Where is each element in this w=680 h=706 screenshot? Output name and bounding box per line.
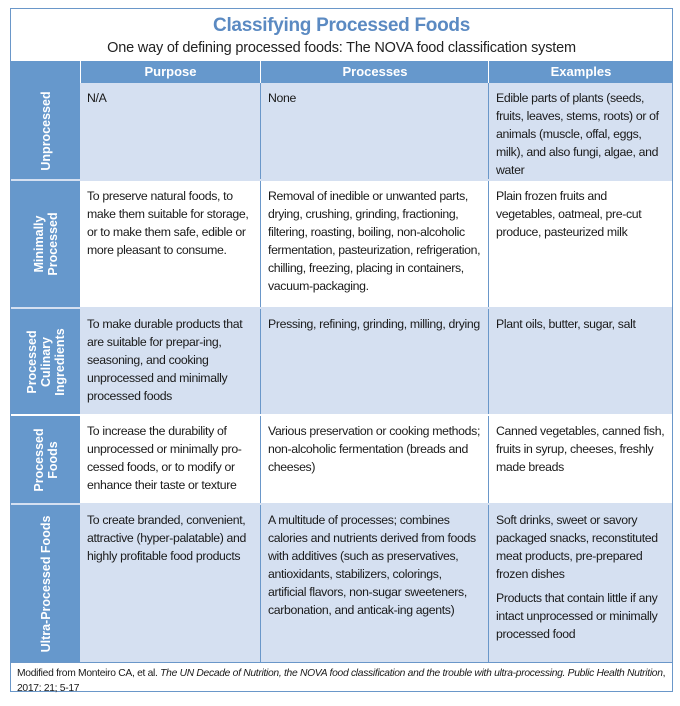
examples-cell: Plant oils, butter, sugar, salt <box>488 309 672 414</box>
processes-cell: A multitude of processes; combines calories and nutrients derived from foods with additives (such as preservatives, antioxidants, stabilizers, colorings, artificial flavors, non-sugar sweeteners, carbonation, and anticak-ing agents) <box>260 505 488 662</box>
processes-cell: Pressing, refining, grinding, milling, drying <box>260 309 488 414</box>
examples-cell <box>488 505 672 662</box>
purpose-cell: To create branded, convenient, attractive (hyper-palatable) and highly profitable food products <box>80 505 260 662</box>
processes-cell: None <box>260 83 488 179</box>
row-label-text: Processed Foods <box>31 427 60 492</box>
row-label <box>11 181 80 307</box>
table-row-unprocessed <box>11 83 672 179</box>
purpose-cell: N/A <box>80 83 260 179</box>
table-row-ultra-processed-foods <box>11 505 672 662</box>
purpose-cell: To make durable products that are suitable for prepar-ing, seasoning, and cooking unprocessed and minimally processed foods <box>80 309 260 414</box>
nova-table-frame <box>10 8 673 692</box>
column-header-examples: Examples <box>488 61 673 83</box>
page-subtitle: One way of defining processed foods: The NOVA food classification system <box>107 40 576 56</box>
purpose-cell: To increase the durability of unprocessed or minimally pro-cessed foods, or to modify or enhance their taste or texture <box>80 416 260 503</box>
citation-title: The UN Decade of Nutrition, the NOVA food classification and the trouble with ultra-processing. Public Health Nutrition <box>160 668 663 679</box>
table-row-processed-culinary-ingredients <box>11 309 672 414</box>
page-title: Classifying Processed Foods <box>213 15 470 36</box>
row-label-text: Processed Culinary Ingredients <box>24 327 67 396</box>
processes-cell: Removal of inedible or unwanted parts, drying, crushing, grinding, fractioning, filtering, roasting, boiling, non-alcoholic fermentation, pasteurization, refrigeration, chilling, freezing, placing in containers, vacuum-packaging. <box>260 181 488 307</box>
row-label <box>11 416 80 503</box>
table-row-processed-foods <box>11 416 672 503</box>
examples-cell: Plain frozen fruits and vegetables, oatmeal, pre-cut produce, pasteurized milk <box>488 181 672 307</box>
header-corner <box>11 61 80 83</box>
citation-suffix: , 2017: 21; 5-17 <box>17 668 666 694</box>
purpose-cell: To preserve natural foods, to make them suitable for storage, or to make them safe, edible or more pleasant to consume. <box>80 181 260 307</box>
citation-prefix: Modified from Monteiro CA, et al. <box>17 668 161 679</box>
column-header-purpose: Purpose <box>80 61 260 83</box>
row-label <box>11 309 80 414</box>
examples-cell: Edible parts of plants (seeds, fruits, leaves, stems, roots) or of animals (muscle, offal, eggs, milk), and also fungi, algae, and water <box>488 83 672 179</box>
row-label-text: Minimally Processed <box>31 212 60 276</box>
row-label-text: Unprocessed <box>38 91 53 171</box>
examples-text-secondary: Products that contain little if any intact unprocessed or minimally processed food <box>496 591 658 641</box>
column-header-processes: Processes <box>260 61 489 83</box>
citation-footer <box>11 662 672 699</box>
examples-text: Soft drinks, sweet or savory packaged snacks, reconstituted meat products, pre-prepared frozen dishes <box>496 513 658 581</box>
row-label <box>11 505 80 662</box>
row-label-text: Ultra-Processed Foods <box>38 515 53 652</box>
table-row-minimally-processed <box>11 181 672 307</box>
row-label <box>11 83 80 179</box>
processes-cell: Various preservation or cooking methods; non-alcoholic fermentation (breads and cheeses) <box>260 416 488 503</box>
examples-cell: Canned vegetables, canned fish, fruits in syrup, cheeses, freshly made breads <box>488 416 672 503</box>
